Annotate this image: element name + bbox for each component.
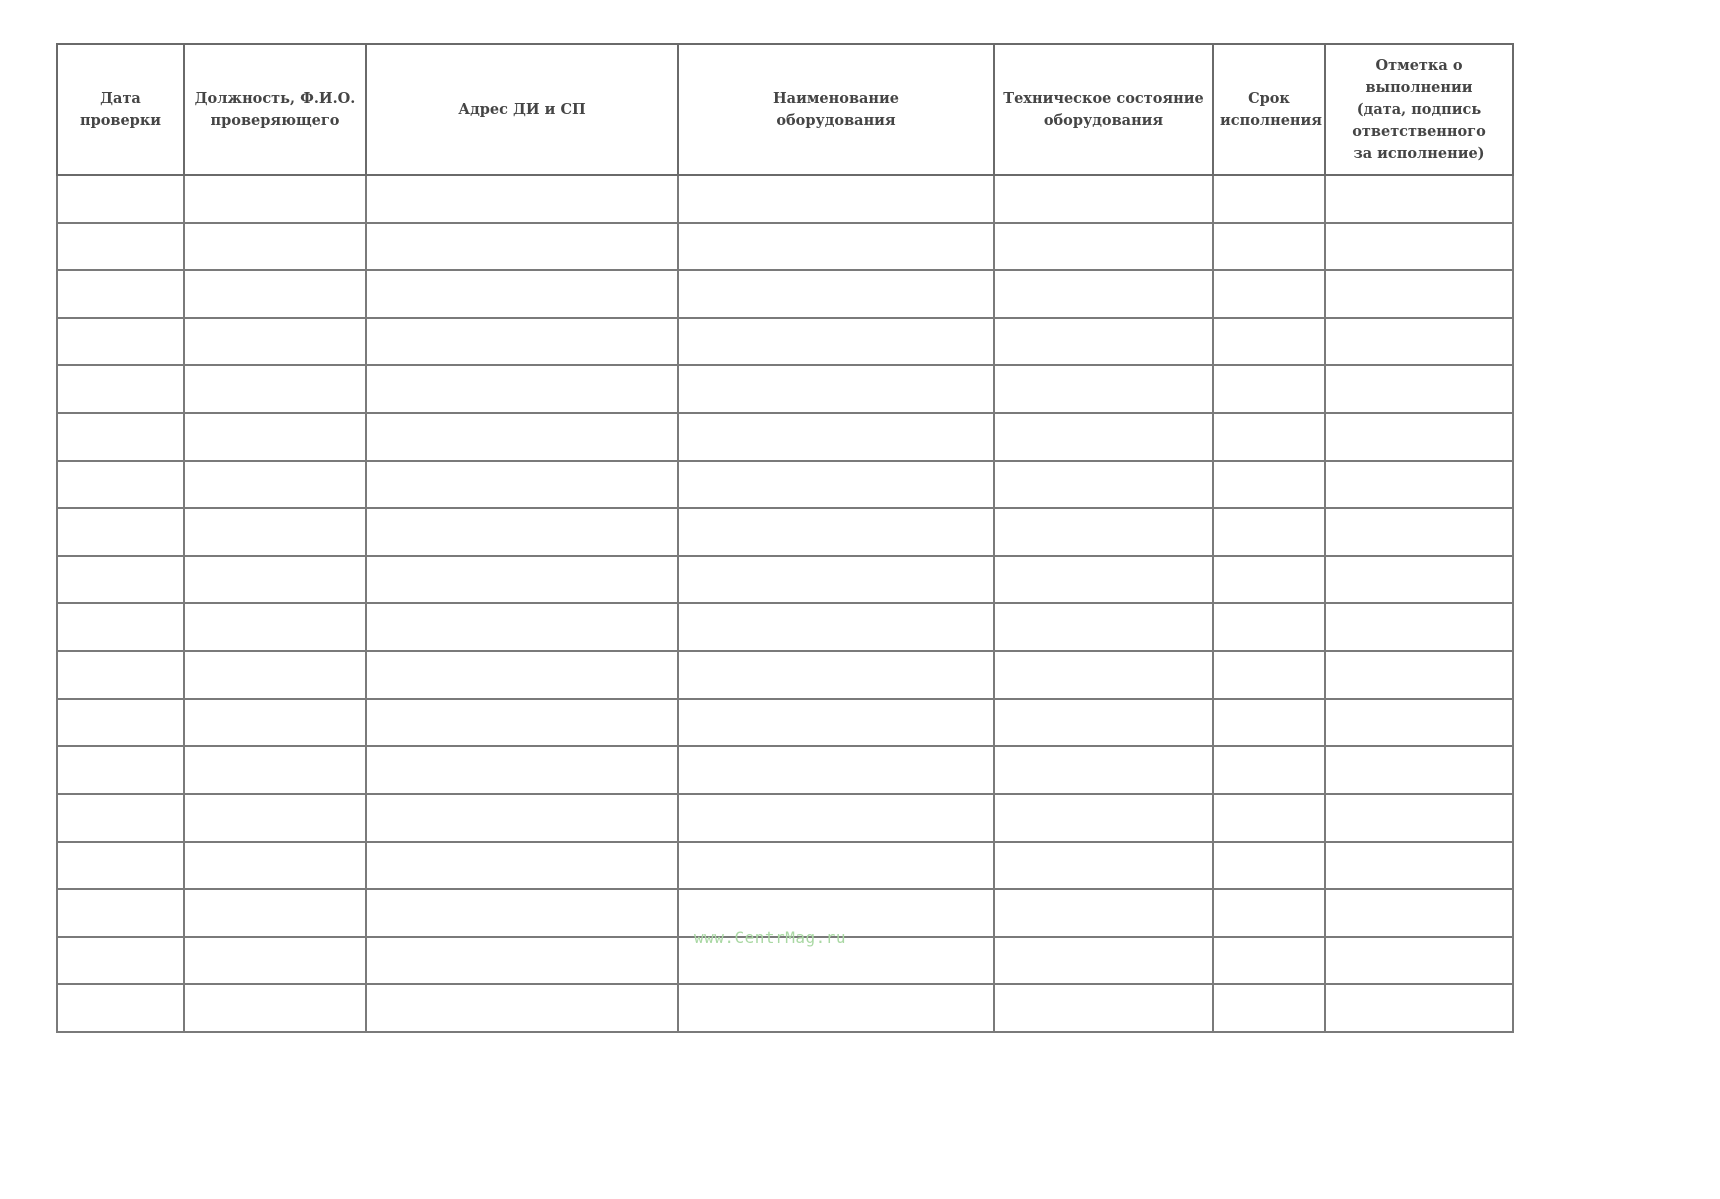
table-cell-address[interactable] xyxy=(366,223,678,271)
table-cell-deadline[interactable] xyxy=(1213,842,1325,890)
table-cell-technical-state[interactable] xyxy=(994,794,1213,842)
table-cell-completion-mark[interactable] xyxy=(1325,175,1513,223)
table-cell-technical-state[interactable] xyxy=(994,508,1213,556)
table-cell-address[interactable] xyxy=(366,984,678,1032)
table-cell-inspector[interactable] xyxy=(184,413,366,461)
table-row xyxy=(57,603,1513,651)
table-row xyxy=(57,175,1513,223)
table-cell-inspector[interactable] xyxy=(184,556,366,604)
column-header-address: Адрес ДИ и СП xyxy=(366,44,678,175)
table-cell-equipment-name[interactable] xyxy=(678,365,994,413)
table-cell-inspector[interactable] xyxy=(184,746,366,794)
table-cell-equipment-name[interactable] xyxy=(678,413,994,461)
table-cell-inspector[interactable] xyxy=(184,889,366,937)
table-cell-address[interactable] xyxy=(366,175,678,223)
table-cell-completion-mark[interactable] xyxy=(1325,746,1513,794)
table-cell-deadline[interactable] xyxy=(1213,889,1325,937)
table-cell-technical-state[interactable] xyxy=(994,889,1213,937)
table-cell-inspector[interactable] xyxy=(184,651,366,699)
table-cell-inspector[interactable] xyxy=(184,842,366,890)
table-cell-equipment-name[interactable] xyxy=(678,270,994,318)
table-cell-technical-state[interactable] xyxy=(994,556,1213,604)
table-cell-deadline[interactable] xyxy=(1213,746,1325,794)
table-cell-technical-state[interactable] xyxy=(994,318,1213,366)
table-cell-inspector[interactable] xyxy=(184,794,366,842)
table-row xyxy=(57,461,1513,509)
table-cell-equipment-name[interactable] xyxy=(678,461,994,509)
table-cell-technical-state[interactable] xyxy=(994,175,1213,223)
table-cell-check-date[interactable] xyxy=(57,223,184,271)
table-cell-address[interactable] xyxy=(366,794,678,842)
table-cell-inspector[interactable] xyxy=(184,937,366,985)
table-cell-address[interactable] xyxy=(366,318,678,366)
table-cell-technical-state[interactable] xyxy=(994,603,1213,651)
table-cell-deadline[interactable] xyxy=(1213,603,1325,651)
table-cell-equipment-name[interactable] xyxy=(678,556,994,604)
table-cell-deadline[interactable] xyxy=(1213,461,1325,509)
table-cell-completion-mark[interactable] xyxy=(1325,413,1513,461)
table-cell-deadline[interactable] xyxy=(1213,556,1325,604)
table-row xyxy=(57,699,1513,747)
table-cell-completion-mark[interactable] xyxy=(1325,365,1513,413)
table-row xyxy=(57,413,1513,461)
table-cell-completion-mark[interactable] xyxy=(1325,461,1513,509)
table-cell-address[interactable] xyxy=(366,508,678,556)
table-cell-check-date[interactable] xyxy=(57,413,184,461)
table-cell-equipment-name[interactable] xyxy=(678,175,994,223)
table-row xyxy=(57,223,1513,271)
table-cell-inspector[interactable] xyxy=(184,461,366,509)
table-row xyxy=(57,365,1513,413)
watermark: www.CentrMag.ru xyxy=(694,928,846,947)
table-cell-check-date[interactable] xyxy=(57,889,184,937)
column-header-inspector: Должность, Ф.И.О. проверяющего xyxy=(184,44,366,175)
table-row xyxy=(57,318,1513,366)
table-row xyxy=(57,651,1513,699)
table-cell-address[interactable] xyxy=(366,889,678,937)
table-cell-completion-mark[interactable] xyxy=(1325,318,1513,366)
table-cell-deadline[interactable] xyxy=(1213,794,1325,842)
table-cell-deadline[interactable] xyxy=(1213,270,1325,318)
table-cell-deadline[interactable] xyxy=(1213,651,1325,699)
table-cell-address[interactable] xyxy=(366,651,678,699)
table-cell-equipment-name[interactable] xyxy=(678,223,994,271)
table-cell-completion-mark[interactable] xyxy=(1325,794,1513,842)
table-cell-equipment-name[interactable] xyxy=(678,699,994,747)
table-cell-equipment-name[interactable] xyxy=(678,746,994,794)
table-cell-inspector[interactable] xyxy=(184,508,366,556)
column-header-deadline: Срок исполнения xyxy=(1213,44,1325,175)
table-cell-address[interactable] xyxy=(366,365,678,413)
table-cell-check-date[interactable] xyxy=(57,984,184,1032)
table-cell-inspector[interactable] xyxy=(184,318,366,366)
table-cell-deadline[interactable] xyxy=(1213,937,1325,985)
table-cell-technical-state[interactable] xyxy=(994,413,1213,461)
table-cell-inspector[interactable] xyxy=(184,175,366,223)
column-header-completion-mark: Отметка о выполнении (дата, подпись ответственного за исполнение) xyxy=(1325,44,1513,175)
table-cell-equipment-name[interactable] xyxy=(678,842,994,890)
table-cell-equipment-name[interactable] xyxy=(678,651,994,699)
table-cell-deadline[interactable] xyxy=(1213,699,1325,747)
table-cell-deadline[interactable] xyxy=(1213,508,1325,556)
table-cell-check-date[interactable] xyxy=(57,508,184,556)
table-cell-completion-mark[interactable] xyxy=(1325,556,1513,604)
table-cell-technical-state[interactable] xyxy=(994,461,1213,509)
table-cell-technical-state[interactable] xyxy=(994,699,1213,747)
column-header-technical-state: Техническое состояние оборудования xyxy=(994,44,1213,175)
table-cell-technical-state[interactable] xyxy=(994,937,1213,985)
table-cell-check-date[interactable] xyxy=(57,603,184,651)
table-cell-address[interactable] xyxy=(366,413,678,461)
table-cell-technical-state[interactable] xyxy=(994,270,1213,318)
table-cell-address[interactable] xyxy=(366,842,678,890)
table-cell-inspector[interactable] xyxy=(184,699,366,747)
table-cell-address[interactable] xyxy=(366,270,678,318)
table-cell-check-date[interactable] xyxy=(57,651,184,699)
table-cell-technical-state[interactable] xyxy=(994,651,1213,699)
inspection-log-table xyxy=(56,43,1514,1033)
table-cell-completion-mark[interactable] xyxy=(1325,603,1513,651)
table-row xyxy=(57,270,1513,318)
table-cell-technical-state[interactable] xyxy=(994,223,1213,271)
table-cell-completion-mark[interactable] xyxy=(1325,651,1513,699)
table-cell-equipment-name[interactable] xyxy=(678,794,994,842)
table-cell-technical-state[interactable] xyxy=(994,984,1213,1032)
table-cell-inspector[interactable] xyxy=(184,984,366,1032)
table-cell-deadline[interactable] xyxy=(1213,984,1325,1032)
table-cell-check-date[interactable] xyxy=(57,461,184,509)
table-header-row xyxy=(57,44,1513,175)
table-cell-inspector[interactable] xyxy=(184,365,366,413)
table-cell-address[interactable] xyxy=(366,699,678,747)
table-cell-check-date[interactable] xyxy=(57,365,184,413)
table-cell-completion-mark[interactable] xyxy=(1325,842,1513,890)
table-row xyxy=(57,794,1513,842)
table-cell-completion-mark[interactable] xyxy=(1325,223,1513,271)
table-cell-technical-state[interactable] xyxy=(994,746,1213,794)
table-cell-address[interactable] xyxy=(366,556,678,604)
inspection-log-sheet xyxy=(56,43,1512,1033)
table-cell-check-date[interactable] xyxy=(57,556,184,604)
table-row xyxy=(57,842,1513,890)
table-cell-equipment-name[interactable] xyxy=(678,508,994,556)
table-cell-address[interactable] xyxy=(366,603,678,651)
table-cell-check-date[interactable] xyxy=(57,270,184,318)
table-cell-check-date[interactable] xyxy=(57,842,184,890)
table-row xyxy=(57,746,1513,794)
table-cell-inspector[interactable] xyxy=(184,223,366,271)
column-header-equipment-name: Наименование оборудования xyxy=(678,44,994,175)
table-cell-completion-mark[interactable] xyxy=(1325,889,1513,937)
table-cell-inspector[interactable] xyxy=(184,603,366,651)
table-cell-deadline[interactable] xyxy=(1213,365,1325,413)
table-body xyxy=(57,175,1513,1032)
table-cell-technical-state[interactable] xyxy=(994,842,1213,890)
table-cell-check-date[interactable] xyxy=(57,699,184,747)
table-cell-equipment-name[interactable] xyxy=(678,603,994,651)
column-header-check-date: Дата проверки xyxy=(57,44,184,175)
table-cell-equipment-name[interactable] xyxy=(678,318,994,366)
table-cell-inspector[interactable] xyxy=(184,270,366,318)
table-cell-address[interactable] xyxy=(366,746,678,794)
table-cell-completion-mark[interactable] xyxy=(1325,270,1513,318)
table-cell-address[interactable] xyxy=(366,461,678,509)
table-cell-completion-mark[interactable] xyxy=(1325,937,1513,985)
table-cell-completion-mark[interactable] xyxy=(1325,508,1513,556)
table-cell-equipment-name[interactable] xyxy=(678,984,994,1032)
table-cell-technical-state[interactable] xyxy=(994,365,1213,413)
table-cell-completion-mark[interactable] xyxy=(1325,699,1513,747)
table-cell-deadline[interactable] xyxy=(1213,413,1325,461)
table-cell-check-date[interactable] xyxy=(57,794,184,842)
table-cell-check-date[interactable] xyxy=(57,175,184,223)
table-cell-check-date[interactable] xyxy=(57,746,184,794)
table-cell-check-date[interactable] xyxy=(57,318,184,366)
table-cell-check-date[interactable] xyxy=(57,937,184,985)
table-cell-address[interactable] xyxy=(366,937,678,985)
table-cell-deadline[interactable] xyxy=(1213,318,1325,366)
table-row xyxy=(57,508,1513,556)
table-cell-deadline[interactable] xyxy=(1213,223,1325,271)
table-row xyxy=(57,556,1513,604)
table-cell-deadline[interactable] xyxy=(1213,175,1325,223)
table-row xyxy=(57,984,1513,1032)
table-cell-completion-mark[interactable] xyxy=(1325,984,1513,1032)
